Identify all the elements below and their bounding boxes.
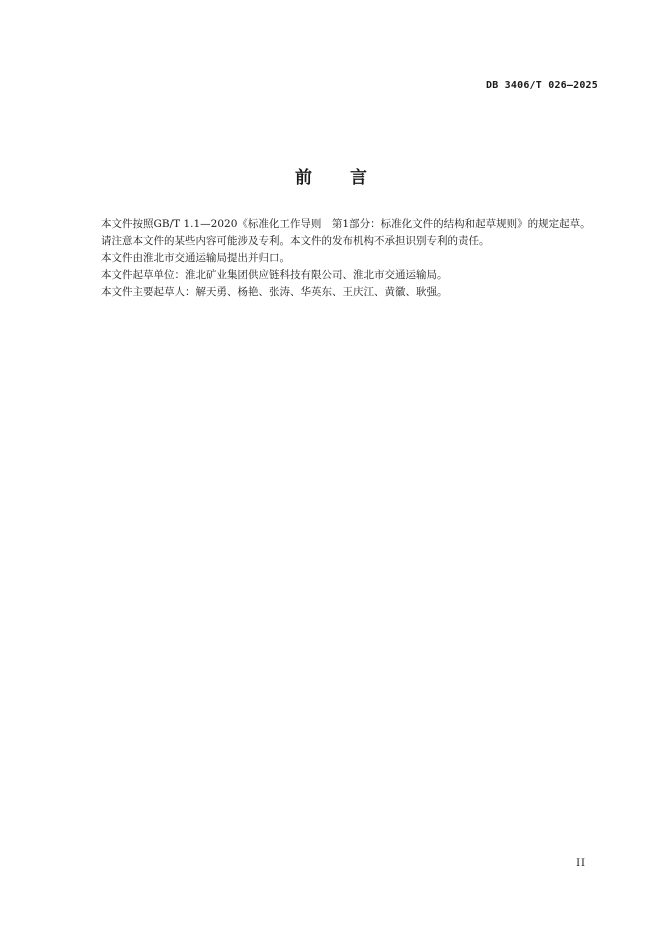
paragraph-drafting-units: 本文件起草单位：淮北矿业集团供应链科技有限公司、淮北市交通运输局。 — [101, 269, 448, 281]
paragraph-drafting-rules: 本文件按照GB/T 1.1—2020《标准化工作导则 第1部分：标准化文件的结构和起草规则》的规定起草。 — [101, 218, 591, 230]
page-number: II — [576, 858, 586, 869]
paragraph-patent-notice: 请注意本文件的某些内容可能涉及专利。本文件的发布机构不承担识别专利的责任。 — [101, 235, 490, 247]
paragraph-drafters: 本文件主要起草人：解天勇、杨艳、张涛、华英东、王庆江、黄徽、耿强。 — [101, 286, 448, 298]
document-code: DB 3406/T 026—2025 — [486, 80, 598, 91]
section-title: 前言 — [295, 168, 405, 188]
foreword-body — [80, 216, 602, 301]
paragraph-proposer: 本文件由淮北市交通运输局提出并归口。 — [101, 252, 290, 264]
